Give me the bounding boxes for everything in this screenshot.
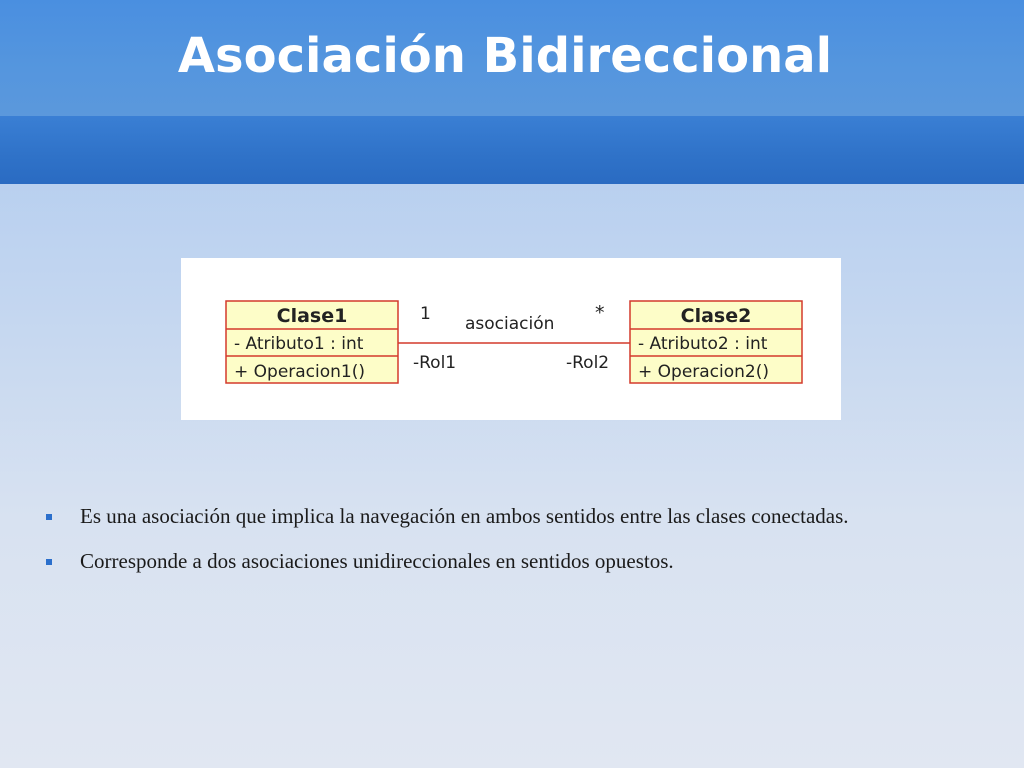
bullet-marker-icon: [46, 559, 52, 565]
uml-diagram-panel: [181, 258, 841, 420]
role-left: -Rol1: [413, 353, 457, 373]
class2-box: [630, 301, 802, 383]
class1-operation: + Operacion1(): [234, 362, 366, 382]
class2-name: Clase2: [680, 305, 752, 327]
bullet-item: [44, 502, 944, 531]
class2-attribute: - Atributo2 : int: [638, 334, 768, 354]
title-bar-band: [0, 116, 1024, 184]
slide-title: Asociación Bidireccional: [177, 28, 833, 84]
class2-operation: + Operacion2(): [638, 362, 770, 382]
class1-name: Clase1: [276, 305, 348, 327]
class1-box: [226, 301, 398, 383]
bullet-text: Corresponde a dos asociaciones unidireccionales en sentidos opuestos.: [80, 549, 674, 573]
uml-class-diagram: [181, 258, 841, 420]
bullet-item: [44, 547, 944, 576]
bullet-text: Es una asociación que implica la navegación en ambos sentidos entre las clases conectadas.: [80, 504, 849, 528]
multiplicity-left: 1: [420, 304, 431, 324]
bullet-marker-icon: [46, 514, 52, 520]
class1-attribute: - Atributo1 : int: [234, 334, 364, 354]
bullet-list: [44, 502, 944, 592]
multiplicity-right: *: [595, 302, 605, 324]
role-right: -Rol2: [566, 353, 610, 373]
association-label: asociación: [465, 314, 555, 334]
